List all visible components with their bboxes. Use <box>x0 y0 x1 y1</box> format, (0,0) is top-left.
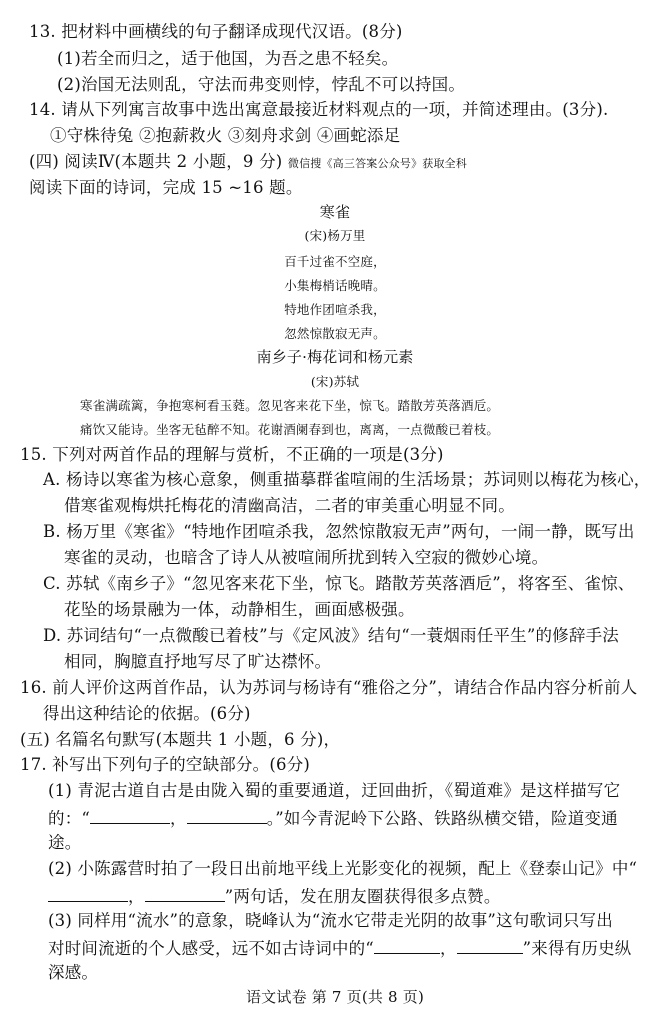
text: ， <box>439 939 457 958</box>
q15-option-a: A. 杨诗以寒雀为核心意象，侧重描摹群雀喧闹的生活场景；苏词则以梅花为核心， <box>43 470 651 489</box>
text: ， <box>128 887 145 906</box>
q15-option-b: B. 杨万里《寒雀》“特地作团喧杀我，忽然惊散寂无声”两句，一闹一静，既写出 <box>43 522 635 541</box>
q17-stem: 17. 补写出下列句子的空缺部分。(6分) <box>20 755 311 774</box>
q15-stem: 15. 下列对两首作品的理解与赏析，不正确的一项是(3分) <box>20 445 444 464</box>
q17-part-3: (3) 同样用“流水”的意象，晓峰认为“流水它带走光阴的故事”这句歌词只写出 <box>48 911 613 930</box>
section-5-heading: (五) 名篇名句默写(本题共 1 小题，6 分)， <box>20 730 341 749</box>
q15-option-a-cont: 借寒雀观梅烘托梅花的清幽高洁，二者的审美重心明显不同。 <box>64 496 515 515</box>
q17-part-2-line-2 <box>48 887 501 906</box>
q14-stem: 14. 请从下列寓言故事中选出寓意最接近材料观点的一项，并简述理由。(3分). <box>29 100 609 119</box>
answer-blank[interactable] <box>457 939 523 954</box>
poem2-author: (宋)苏轼 <box>310 374 360 389</box>
answer-blank[interactable] <box>48 887 128 902</box>
poem1-line: 百千过雀不空庭， <box>284 254 386 269</box>
section-4-heading <box>29 154 467 171</box>
q13-stem: 13. 把材料中画横线的句子翻译成现代汉语。(8分) <box>29 22 403 41</box>
q15-option-d-cont: 相同，胸臆直抒地写尽了旷达襟怀。 <box>64 652 332 671</box>
text: ， <box>170 809 187 828</box>
poem1-author: (宋)杨万里 <box>304 228 366 243</box>
text: 的：“ <box>48 809 91 828</box>
q17-part-1: (1) 青泥古道自古是由陇入蜀的重要通道，迂回曲折，《蜀道难》是这样描写它 <box>48 781 621 800</box>
q16-stem: 16. 前人评价这两首作品，认为苏词与杨诗有“雅俗之分”，请结合作品内容分析前人 <box>20 678 638 697</box>
q17-part-2: (2) 小陈露营时拍了一段日出前地平线上光影变化的视频，配上《登泰山记》中“ <box>48 859 638 878</box>
answer-blank[interactable] <box>90 809 170 824</box>
q15-option-c: C. 苏轼《南乡子》“忽见客来花下坐，惊飞。踏散芳英落酒卮”，将客至、雀惊、 <box>43 574 635 593</box>
q17-part-1-line-2 <box>48 809 618 828</box>
poem1-line: 小集梅梢话晚晴。 <box>284 278 386 293</box>
answer-blank[interactable] <box>374 939 440 954</box>
section-4-title: (四) 阅读Ⅳ(本题共 2 小题，9 分) <box>29 152 283 171</box>
q15-option-b-cont: 寒雀的灵动，也暗含了诗人从被喧闹所扰到转入空寂的微妙心境。 <box>64 548 549 567</box>
q13-sentence-2: (2)治国无法则乱，守法而弗变则悖，悖乱不可以持国。 <box>57 75 466 94</box>
q16-stem-cont: 得出这种结论的依据。(6分) <box>43 704 251 723</box>
answer-blank[interactable] <box>187 809 267 824</box>
q13-sentence-1: (1)若全而归之，适于他国，为吾之患不轻矣。 <box>57 49 399 68</box>
poem1-line: 忽然惊散寂无声。 <box>284 326 386 341</box>
text: 。”如今青泥岭下公路、铁路纵横交错，险道变通 <box>266 809 618 828</box>
text: ”两句话，发在朋友圈获得很多点赞。 <box>224 887 501 906</box>
q15-option-d: D. 苏词结句“一点微酸已着枝”与《定风波》结句“一蓑烟雨任平生”的修辞手法 <box>43 626 619 645</box>
poem2-line: 痛饮又能诗。坐客无毡醉不知。花谢酒阑春到也，离离，一点微酸已着枝。 <box>80 422 500 437</box>
poem1-title: 寒雀 <box>319 203 351 221</box>
text: 对时间流逝的个人感受，远不如古诗词中的“ <box>48 939 374 958</box>
q17-part-3-line-2 <box>48 939 631 958</box>
section-4-intro: 阅读下面的诗词，完成 15 ~16 题。 <box>29 178 303 197</box>
q14-options: ①守株待兔 ②抱薪救火 ③刻舟求剑 ④画蛇添足 <box>50 126 401 145</box>
page-footer: 语文试卷 第 7 页(共 8 页) <box>245 988 425 1006</box>
q15-option-c-cont: 花坠的场景融为一体，动静相生，画面感极强。 <box>64 600 415 619</box>
poem2-title: 南乡子·梅花词和杨元素 <box>256 348 414 366</box>
text: ”来得有历史纵 <box>522 939 632 958</box>
answer-blank[interactable] <box>145 887 225 902</box>
q17-part-3-line-3: 深感。 <box>48 963 99 982</box>
poem1-line: 特地作团喧杀我， <box>284 302 386 317</box>
q17-part-1-line-3: 途。 <box>48 833 82 852</box>
poem2-line: 寒雀满疏篱，争抱寒柯看玉蕤。忽见客来花下坐，惊飞。踏散芳英落酒卮。 <box>80 398 500 413</box>
watermark-note: 微信搜《高三答案公众号》获取全科 <box>287 157 468 170</box>
